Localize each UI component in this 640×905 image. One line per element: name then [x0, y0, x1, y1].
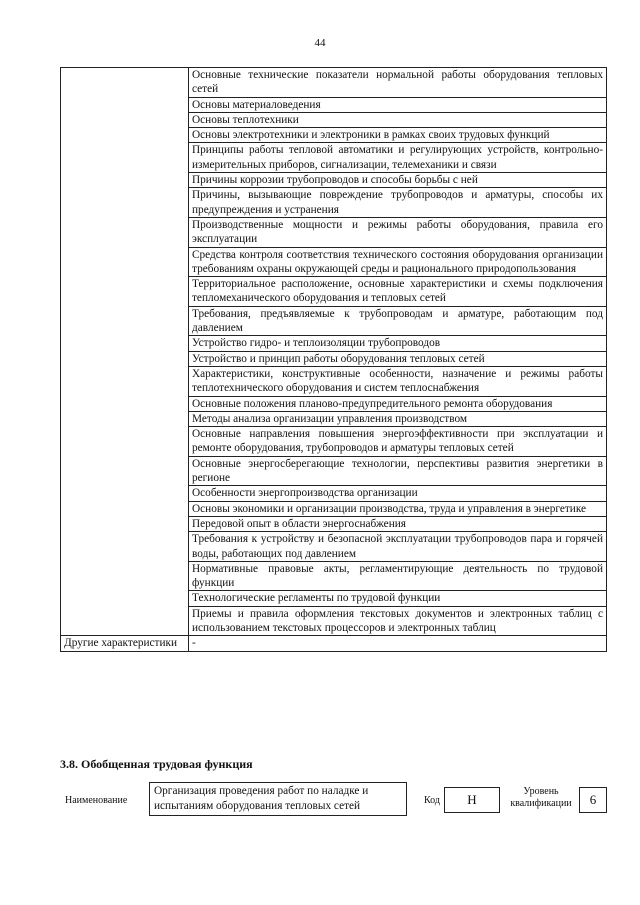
knowledge-category-cell — [61, 68, 189, 636]
knowledge-item: Приемы и правила оформления текстовых документов и электронных таблиц с использованием текстовых процессоров и электронных таблиц — [189, 606, 607, 636]
table-row — [61, 68, 607, 98]
other-characteristics-value: - — [189, 636, 607, 651]
knowledge-item: Основные положения планово-предупредительного ремонта оборудования — [189, 396, 607, 411]
knowledge-item: Принципы работы тепловой автоматики и регулирующих устройств, контрольно-измерительных приборов, сигнализации, телемеханики и связи — [189, 143, 607, 173]
code-label: Код — [424, 795, 440, 806]
knowledge-item: Основы электротехники и электроники в рамках своих трудовых функций — [189, 128, 607, 143]
knowledge-table-body — [61, 68, 607, 652]
knowledge-item: Особенности энергопроизводства организации — [189, 486, 607, 501]
knowledge-item: Устройство и принцип работы оборудования тепловых сетей — [189, 351, 607, 366]
knowledge-item: Основные направления повышения энергоэффективности при эксплуатации и ремонте оборудования, трубопроводов и арматуры тепловых сетей — [189, 427, 607, 457]
knowledge-item: Средства контроля соответствия технического состояния оборудования организации требованиям охраны окружающей среды и рационального природопользования — [189, 247, 607, 277]
qualification-level-label: Уровень квалификации — [510, 786, 572, 809]
other-characteristics-label: Другие характеристики — [61, 636, 189, 651]
knowledge-item: Нормативные правовые акты, регламентирующие деятельность по трудовой функции — [189, 561, 607, 591]
knowledge-item: Территориальное расположение, основные характеристики и схемы подключения тепломеханического оборудования и тепловых сетей — [189, 277, 607, 307]
function-name-box: Организация проведения работ по наладке и испытаниям оборудования тепловых сетей — [149, 782, 407, 816]
knowledge-item: Причины коррозии трубопроводов и способы борьбы с ней — [189, 173, 607, 188]
section-heading: 3.8. Обобщенная трудовая функция — [60, 757, 253, 771]
knowledge-item: Устройство гидро- и теплоизоляции трубопроводов — [189, 336, 607, 351]
knowledge-item: Производственные мощности и режимы работы оборудования, правила его эксплуатации — [189, 217, 607, 247]
knowledge-item: Технологические регламенты по трудовой функции — [189, 591, 607, 606]
knowledge-item: Основы материаловедения — [189, 97, 607, 112]
knowledge-item: Основы теплотехники — [189, 112, 607, 127]
other-characteristics-row — [61, 636, 607, 651]
code-value-box: H — [444, 787, 500, 813]
knowledge-item: Передовой опыт в области энергоснабжения — [189, 516, 607, 531]
generalized-function-row — [60, 780, 620, 820]
qualification-level-box: 6 — [579, 787, 607, 813]
knowledge-item: Требования к устройству и безопасной эксплуатации трубопроводов пара и горячей воды, работающих под давлением — [189, 532, 607, 562]
knowledge-item: Основные энергосберегающие технологии, перспективы развития энергетики в регионе — [189, 456, 607, 486]
knowledge-item: Причины, вызывающие повреждение трубопроводов и арматуры, способы их предупреждения и устранения — [189, 188, 607, 218]
knowledge-item: Основы экономики и организации производства, труда и управления в энергетике — [189, 501, 607, 516]
knowledge-item: Методы анализа организации управления производством — [189, 411, 607, 426]
knowledge-table — [60, 67, 607, 652]
knowledge-item: Характеристики, конструктивные особенности, назначение и режимы работы теплотехнического оборудования и систем теплоснабжения — [189, 366, 607, 396]
knowledge-item: Основные технические показатели нормальной работы оборудования тепловых сетей — [189, 68, 607, 98]
page-number: 44 — [314, 37, 326, 49]
name-label: Наименование — [65, 795, 128, 806]
knowledge-item: Требования, предъявляемые к трубопроводам и арматуре, работающим под давлением — [189, 306, 607, 336]
